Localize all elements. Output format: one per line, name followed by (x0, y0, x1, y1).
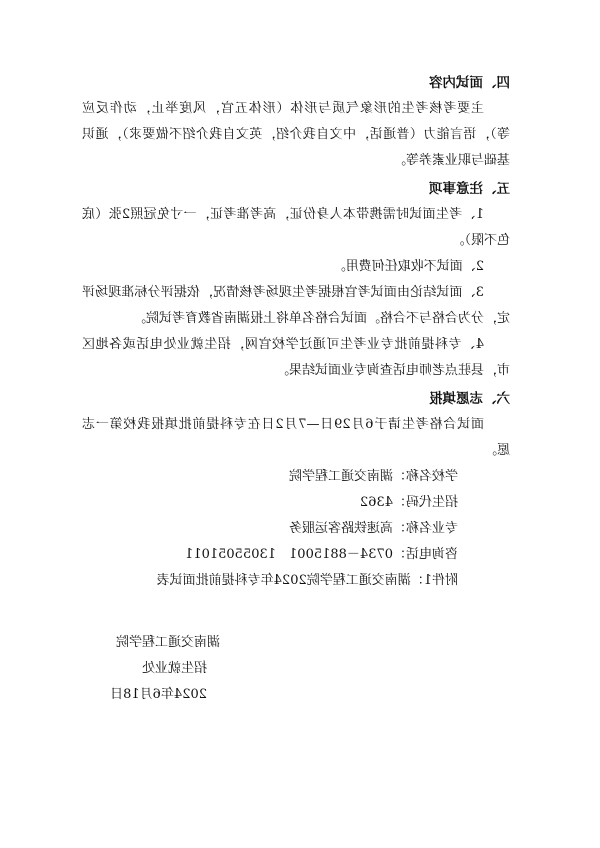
signature-date: 2024年6月18日 (110, 687, 207, 702)
major-name-line: 专业名称：高速铁路客运服务 (288, 521, 458, 536)
section-6-heading: 六、志愿填报 (429, 391, 510, 407)
document-body (82, 70, 510, 708)
school-name-line: 学校名称：湖南交通工程学院 (288, 469, 458, 484)
notice-item-4: 4、专科提前批专业考生可通过学校官网，招生就业处电话或各地区市，县驻点老师电话查询专业面试结果。 (82, 337, 510, 378)
notice-item-3: 3、面试结论由面试考官根据考生现场考核情况，依据评分标准现场评定，分为合格与不合格。面试合格名单将上报湖南省教育考试院。 (82, 285, 510, 326)
contact-phone-line: 咨询电话：0734－8815001 13055051011 (185, 547, 458, 562)
section-5-heading: 五、注意事项 (429, 181, 510, 197)
admission-code-line: 招生代码：4362 (359, 495, 458, 510)
signature-org: 湖南交通工程学院 (115, 635, 220, 650)
attachment-line: 附件1：湖南交通工程学院2024年专科提前批面试表 (156, 573, 458, 588)
signature-block (82, 630, 510, 708)
notice-item-1: 1、考生面试时需携带本人身份证，高考准考证，一寸免冠照2张（底色不限）。 (82, 207, 510, 248)
signature-dept: 招生就业处 (141, 661, 207, 676)
section-4-heading: 四、面试内容 (429, 75, 510, 91)
section-4-paragraph: 主要考核考生的形象气质与形体（形体五官，风度举止，动作反应等），语言能力（普通话，中文自我介绍，英文自我介绍不做要求），通识基础与职业素养等。 (82, 101, 510, 168)
section-6-paragraph: 面试合格考生请于6月29日—7月2日在专科提前批填报我校第一志愿。 (82, 417, 510, 458)
notice-item-2: 2、面试不收取任何费用。 (332, 259, 484, 274)
